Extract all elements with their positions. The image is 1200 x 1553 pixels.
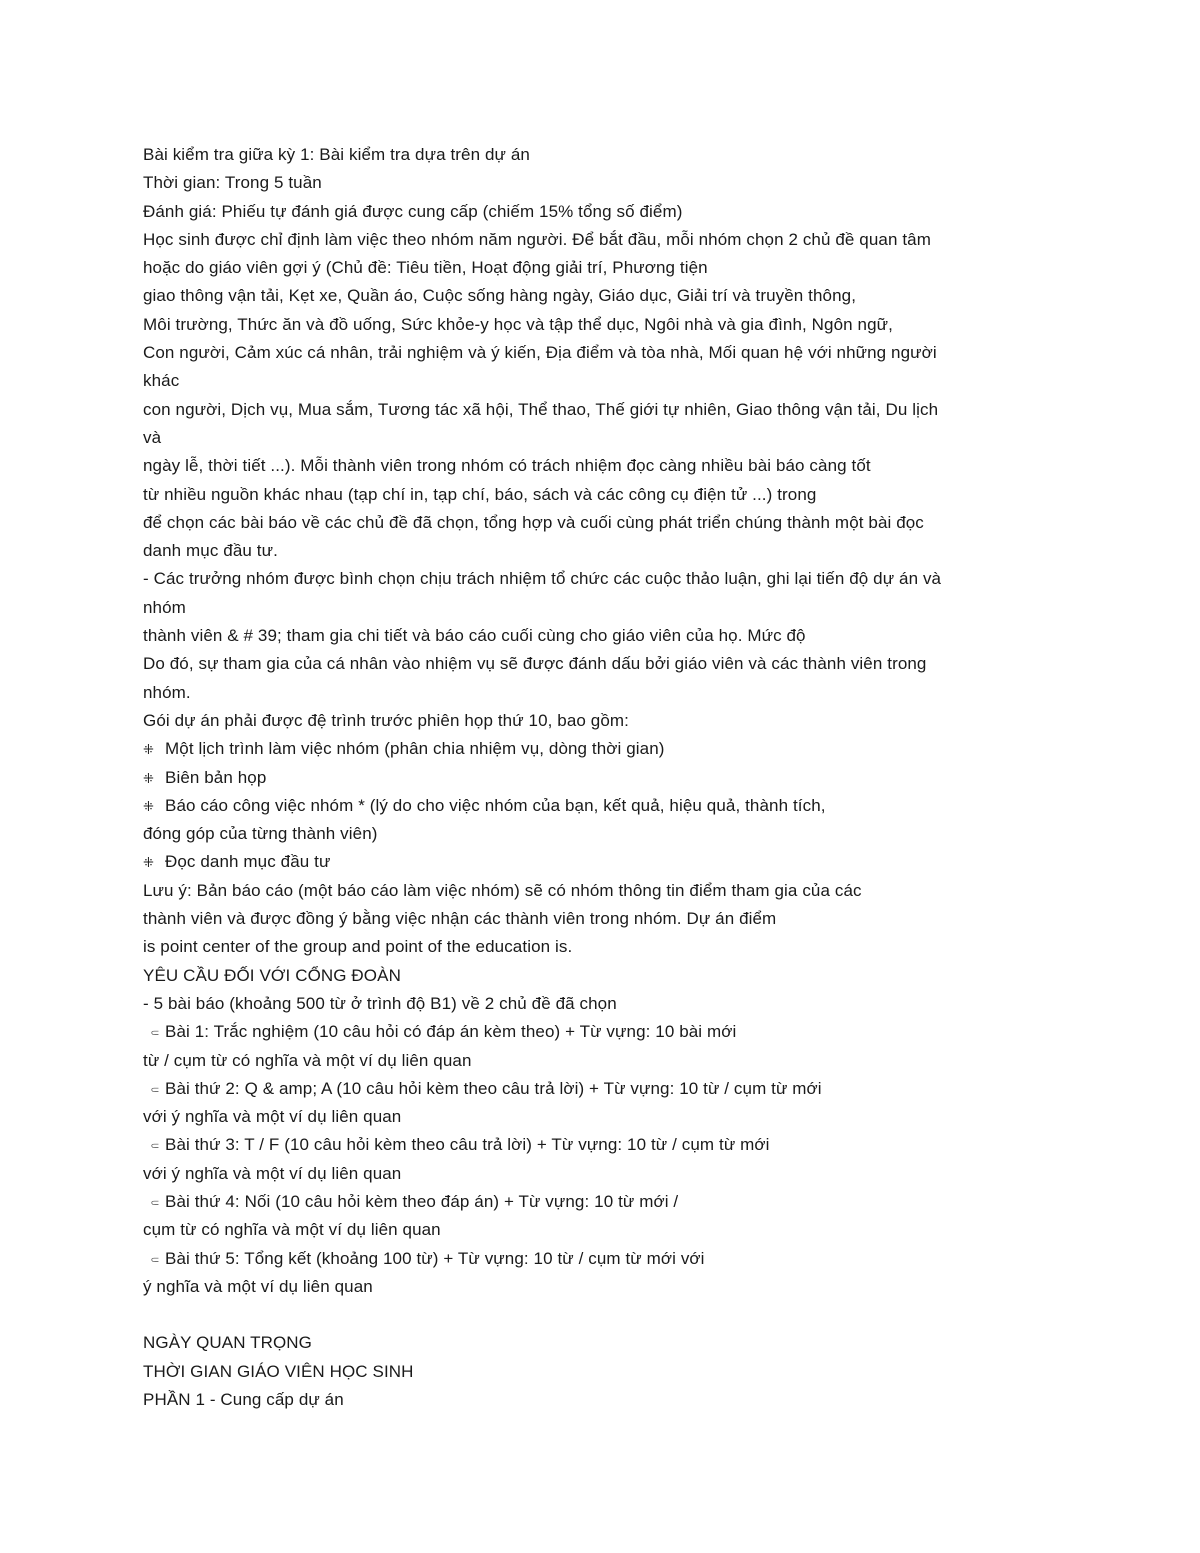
paragraph-line: Con người, Cảm xúc cá nhân, trải nghiệm và ý kiến, Địa điểm và tòa nhà, Mối quan hệ với những người [143,343,937,363]
list-item-text: Báo cáo công việc nhóm * (lý do cho việc nhóm của bạn, kết quả, hiệu quả, thành tích, [165,795,826,815]
section-heading: NGÀY QUAN TRỌNG [143,1333,313,1353]
assessment-line: Đánh giá: Phiếu tự đánh giá được cung cấp (chiếm 15% tổng số điểm) [143,201,683,221]
list-item-continuation: đóng góp của từng thành viên) [143,824,378,844]
section-heading: PHẦN 1 - Cung cấp dự án [143,1390,344,1410]
list-item-text: Đọc danh mục đầu tư [165,852,331,872]
lesson-item [143,1131,1063,1159]
paragraph-line: để chọn các bài báo về các chủ đề đã chọn, tổng hợp và cuối cùng phát triển chúng thành một bài đọc [143,512,924,532]
list-item-text: Biên bản họp [165,767,267,787]
doc-title: Bài kiểm tra giữa kỳ 1: Bài kiểm tra dựa trên dự án [143,145,530,164]
lesson-continuation: từ / cụm từ có nghĩa và một ví dụ liên quan [143,1050,472,1070]
lesson-bullet-icon: ⸦ [149,1195,162,1210]
bullet-icon: ⁜ [143,798,154,814]
lesson-continuation: cụm từ có nghĩa và một ví dụ liên quan [143,1220,441,1240]
lesson-continuation: với ý nghĩa và một ví dụ liên quan [143,1107,402,1127]
lesson-text: Bài thứ 4: Nối (10 câu hỏi kèm theo đáp án) + Từ vựng: 10 từ mới / [165,1191,679,1211]
bullet-icon: ⁜ [143,742,154,758]
duration-line: Thời gian: Trong 5 tuần [143,173,322,193]
bullet-icon: ⁜ [143,855,154,871]
lesson-item [143,1018,1063,1046]
lesson-text: Bài thứ 3: T / F (10 câu hỏi kèm theo câu trả lời) + Từ vựng: 10 từ / cụm từ mới [165,1135,770,1155]
lesson-continuation: ý nghĩa và một ví dụ liên quan [143,1276,373,1296]
lesson-text: Bài 1: Trắc nghiệm (10 câu hỏi có đáp án kèm theo) + Từ vựng: 10 bài mới [165,1022,737,1042]
document-body [143,141,1063,1414]
lesson-bullet-icon: ⸦ [149,1082,162,1097]
list-item [143,792,1063,820]
list-item [143,848,1063,876]
bullet-icon: ⁜ [143,770,154,786]
lesson-bullet-icon: ⸦ [149,1139,162,1154]
requirement-line: - 5 bài báo (khoảng 500 từ ở trình độ B1) về 2 chủ đề đã chọn [143,993,617,1013]
lesson-bullet-icon: ⸦ [149,1252,162,1267]
paragraph-line: Do đó, sự tham gia của cá nhân vào nhiệm vụ sẽ được đánh dấu bởi giáo viên và các thành viên trong [143,654,927,674]
lesson-bullet-icon: ⸦ [149,1026,162,1041]
paragraph-line: Học sinh được chỉ định làm việc theo nhóm năm người. Để bắt đầu, mỗi nhóm chọn 2 chủ đề quan tâm [143,229,931,249]
lesson-continuation: với ý nghĩa và một ví dụ liên quan [143,1163,402,1183]
paragraph-line: con người, Dịch vụ, Mua sắm, Tương tác xã hội, Thể thao, Thế giới tự nhiên, Giao thông vận tải, Du lịch [143,399,939,419]
paragraph-line: Gói dự án phải được đệ trình trước phiên họp thứ 10, bao gồm: [143,710,629,730]
paragraph-line: giao thông vận tải, Kẹt xe, Quần áo, Cuộc sống hàng ngày, Giáo dục, Giải trí và truyền thông, [143,286,857,306]
section-heading: THỜI GIAN GIÁO VIÊN HỌC SINH [143,1361,414,1381]
paragraph-line: nhóm [143,597,186,617]
paragraph-line: thành viên & # 39; tham gia chi tiết và báo cáo cuối cùng cho giáo viên của họ. Mức độ [143,626,806,646]
note-line: thành viên và được đồng ý bằng việc nhận các thành viên trong nhóm. Dự án điểm [143,909,777,929]
paragraph-line: khác [143,371,180,391]
lesson-item [143,1075,1063,1103]
paragraph-line: - Các trưởng nhóm được bình chọn chịu trách nhiệm tổ chức các cuộc thảo luận, ghi lại tiến độ dự án và [143,569,942,589]
list-item [143,764,1063,792]
list-item [143,735,1063,763]
paragraph-line: hoặc do giáo viên gợi ý (Chủ đề: Tiêu tiền, Hoạt động giải trí, Phương tiện [143,258,708,278]
note-line: is point center of the group and point of the education is. [143,937,573,957]
paragraph-line: ngày lễ, thời tiết ...). Mỗi thành viên trong nhóm có trách nhiệm đọc càng nhiều bài báo càng tốt [143,456,871,476]
blank-line [143,1301,1063,1329]
lesson-item [143,1188,1063,1216]
paragraph-line: và [143,427,162,447]
paragraph-line: nhóm. [143,682,191,702]
paragraph-line: từ nhiều nguồn khác nhau (tạp chí in, tạp chí, báo, sách và các công cụ điện tử ...) trong [143,484,817,504]
lesson-text: Bài thứ 5: Tổng kết (khoảng 100 từ) + Từ vựng: 10 từ / cụm từ mới với [165,1248,705,1268]
lesson-text: Bài thứ 2: Q & amp; A (10 câu hỏi kèm theo câu trả lời) + Từ vựng: 10 từ / cụm từ mới [165,1078,822,1098]
note-line: Lưu ý: Bản báo cáo (một báo cáo làm việc nhóm) sẽ có nhóm thông tin điểm tham gia của các [143,880,862,900]
paragraph-line: danh mục đầu tư. [143,541,278,561]
lesson-item [143,1245,1063,1273]
section-heading: YÊU CẦU ĐỐI VỚI CỔNG ĐOÀN [143,965,401,985]
list-item-text: Một lịch trình làm việc nhóm (phân chia nhiệm vụ, dòng thời gian) [165,739,665,759]
paragraph-line: Môi trường, Thức ăn và đồ uống, Sức khỏe-y học và tập thể dục, Ngôi nhà và gia đình, Ngôn ngữ, [143,314,893,334]
